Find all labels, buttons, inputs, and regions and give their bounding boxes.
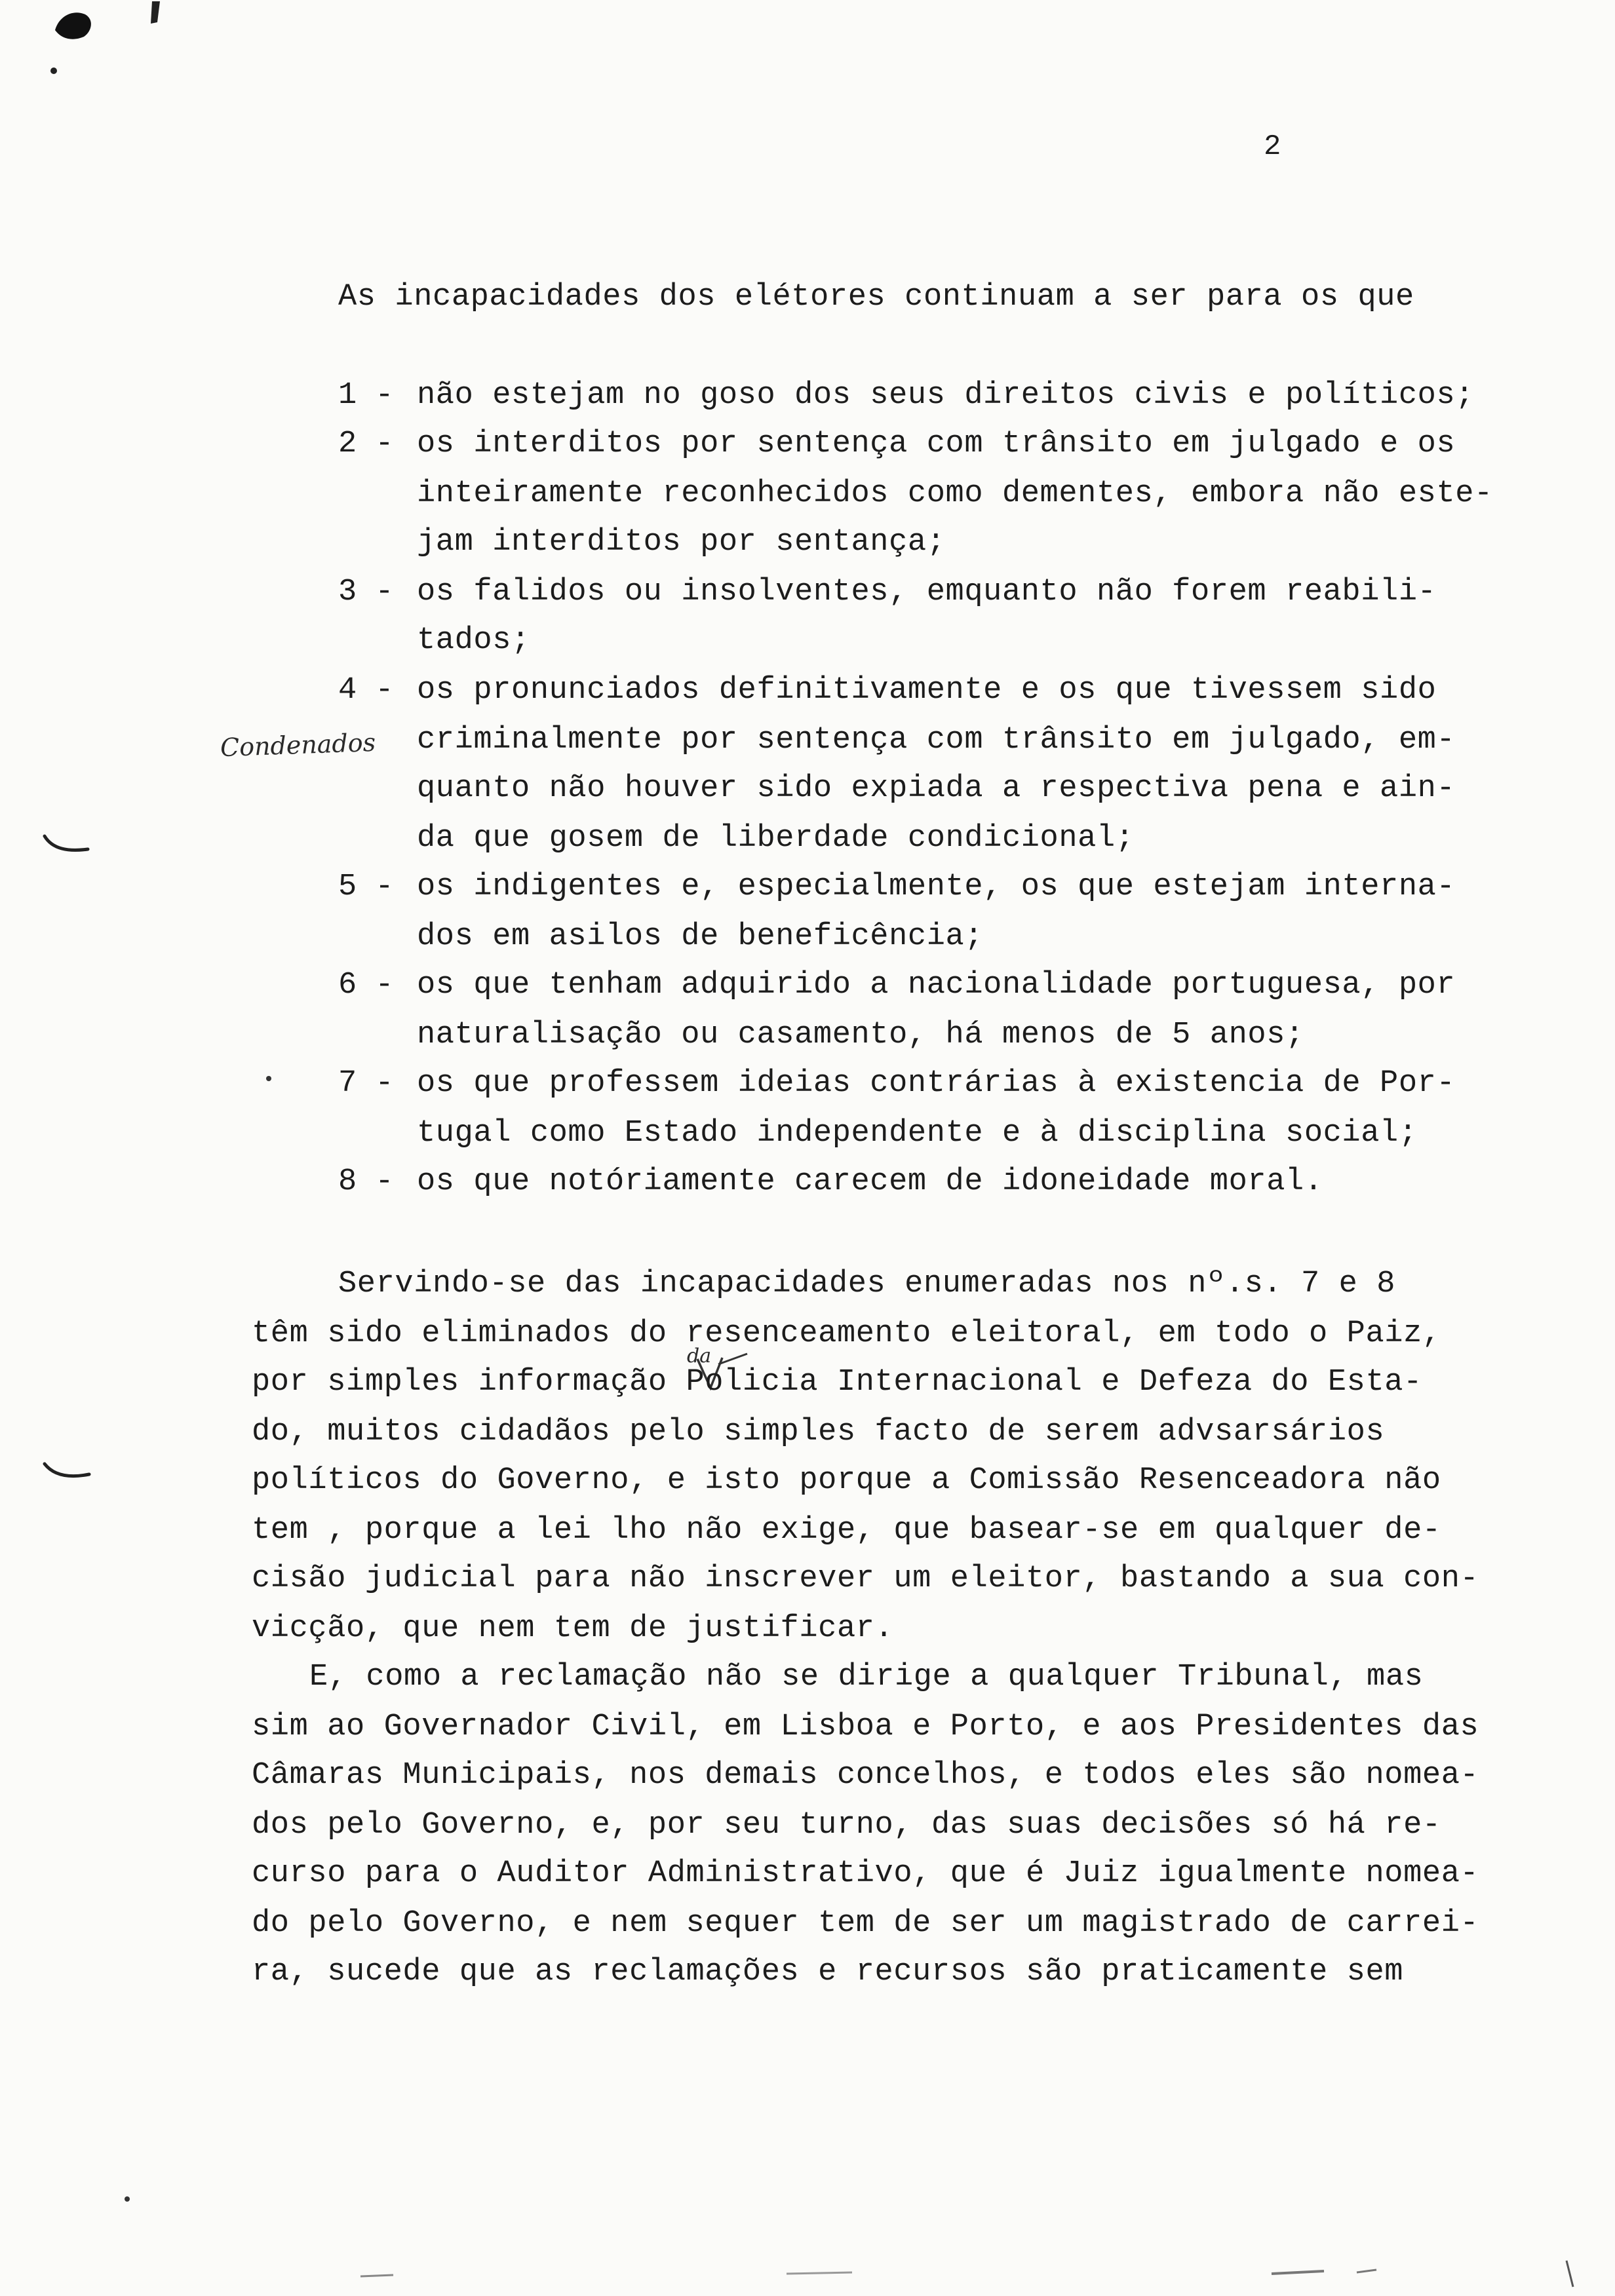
paragraph-line: E, como a reclamação não se dirige a qualquer Tribunal, mas bbox=[309, 1660, 1424, 1694]
paragraph-line: têm sido eliminados do resenceamento eleitoral, em todo o Paiz, bbox=[252, 1316, 1441, 1351]
paragraph-line: curso para o Auditor Administrativo, que é Juiz igualmente nomea- bbox=[252, 1856, 1479, 1891]
list-item-line: tados; bbox=[417, 623, 530, 658]
paragraph-line: Câmaras Municipais, nos demais concelhos, e todos eles são nomea- bbox=[252, 1758, 1479, 1793]
intro-line: As incapacidades dos elétores continuam a ser para os que bbox=[338, 280, 1414, 315]
paragraph-line: tem , porque a lei lho não exige, que basear-se em qualquer de- bbox=[252, 1513, 1441, 1548]
list-item-line: jam interditos por sentança; bbox=[417, 525, 946, 560]
list-item-line: os que tenham adquirido a nacionalidade portuguesa, por bbox=[417, 968, 1456, 1003]
bottom-edge-marks bbox=[354, 2254, 1599, 2293]
stray-dot-mark bbox=[265, 1075, 273, 1082]
handwritten-insertion: da bbox=[687, 1345, 712, 1368]
margin-tick-mark bbox=[42, 832, 94, 858]
list-item-number: 1 - bbox=[338, 378, 394, 413]
paragraph-line: Servindo-se das incapacidades enumeradas nos nº.s. 7 e 8 bbox=[338, 1267, 1396, 1301]
list-item-line: inteiramente reconhecidos como dementes, embora não este- bbox=[417, 476, 1493, 511]
list-item-line: os indigentes e, especialmente, os que estejam interna- bbox=[417, 870, 1456, 904]
list-item-line: dos em asilos de beneficência; bbox=[417, 919, 984, 954]
list-item-number: 5 - bbox=[338, 870, 394, 904]
list-item-number: 6 - bbox=[338, 968, 394, 1003]
paragraph-line: políticos do Governo, e isto porque a Comissão Resenceadora não bbox=[252, 1463, 1441, 1498]
paragraph-line: sim ao Governador Civil, em Lisboa e Porto, e aos Presidentes das bbox=[252, 1710, 1479, 1744]
list-item-number: 4 - bbox=[338, 673, 394, 708]
paragraph-line: do pelo Governo, e nem sequer tem de ser um magistrado de carrei- bbox=[252, 1906, 1479, 1941]
list-item-number: 2 - bbox=[338, 427, 394, 461]
list-item-line: não estejam no goso dos seus direitos civis e políticos; bbox=[417, 378, 1475, 413]
paragraph-line: cisão judicial para não inscrever um eleitor, bastando a sua con- bbox=[252, 1561, 1479, 1596]
list-item-number: 3 - bbox=[338, 575, 394, 609]
margin-tick-mark bbox=[42, 1460, 94, 1486]
list-item-line: os interditos por sentença com trânsito em julgado e os bbox=[417, 427, 1456, 461]
list-item-line: da que gosem de liberdade condicional; bbox=[417, 821, 1135, 856]
handwritten-margin-note: Condenados bbox=[220, 727, 376, 763]
list-item-number: 7 - bbox=[338, 1066, 394, 1101]
page-number: 2 bbox=[1264, 130, 1281, 163]
paragraph-line: dos pelo Governo, e, por seu turno, das suas decisões só há re- bbox=[252, 1808, 1441, 1843]
list-item-number: 8 - bbox=[338, 1164, 394, 1199]
paragraph-line: vicção, que nem tem de justificar. bbox=[252, 1611, 894, 1646]
ink-blot-mark bbox=[46, 0, 177, 85]
list-item-line: os que notóriamente carecem de idoneidade moral. bbox=[417, 1164, 1323, 1199]
list-item-line: tugal como Estado independente e à disciplina social; bbox=[417, 1116, 1418, 1151]
stray-dot-mark bbox=[123, 2195, 131, 2203]
list-item-line: naturalisação ou casamento, há menos de 5 anos; bbox=[417, 1018, 1304, 1052]
list-item-line: os falidos ou insolventes, emquanto não forem reabili- bbox=[417, 575, 1437, 609]
list-item-line: os que professem ideias contrárias à existencia de Por- bbox=[417, 1066, 1456, 1101]
list-item-line: criminalmente por sentença com trânsito em julgado, em- bbox=[417, 723, 1456, 757]
list-item-line: quanto não houver sido expiada a respectiva pena e ain- bbox=[417, 771, 1456, 806]
paragraph-line: ra, sucede que as reclamações e recursos são praticamente sem bbox=[252, 1955, 1404, 1989]
paragraph-line: do, muitos cidadãos pelo simples facto de serem advsarsários bbox=[252, 1415, 1385, 1449]
list-item-line: os pronunciados definitivamente e os que tivessem sido bbox=[417, 673, 1437, 708]
paragraph-line: por simples informação Policia Internacional e Defeza do Esta- bbox=[252, 1365, 1422, 1400]
